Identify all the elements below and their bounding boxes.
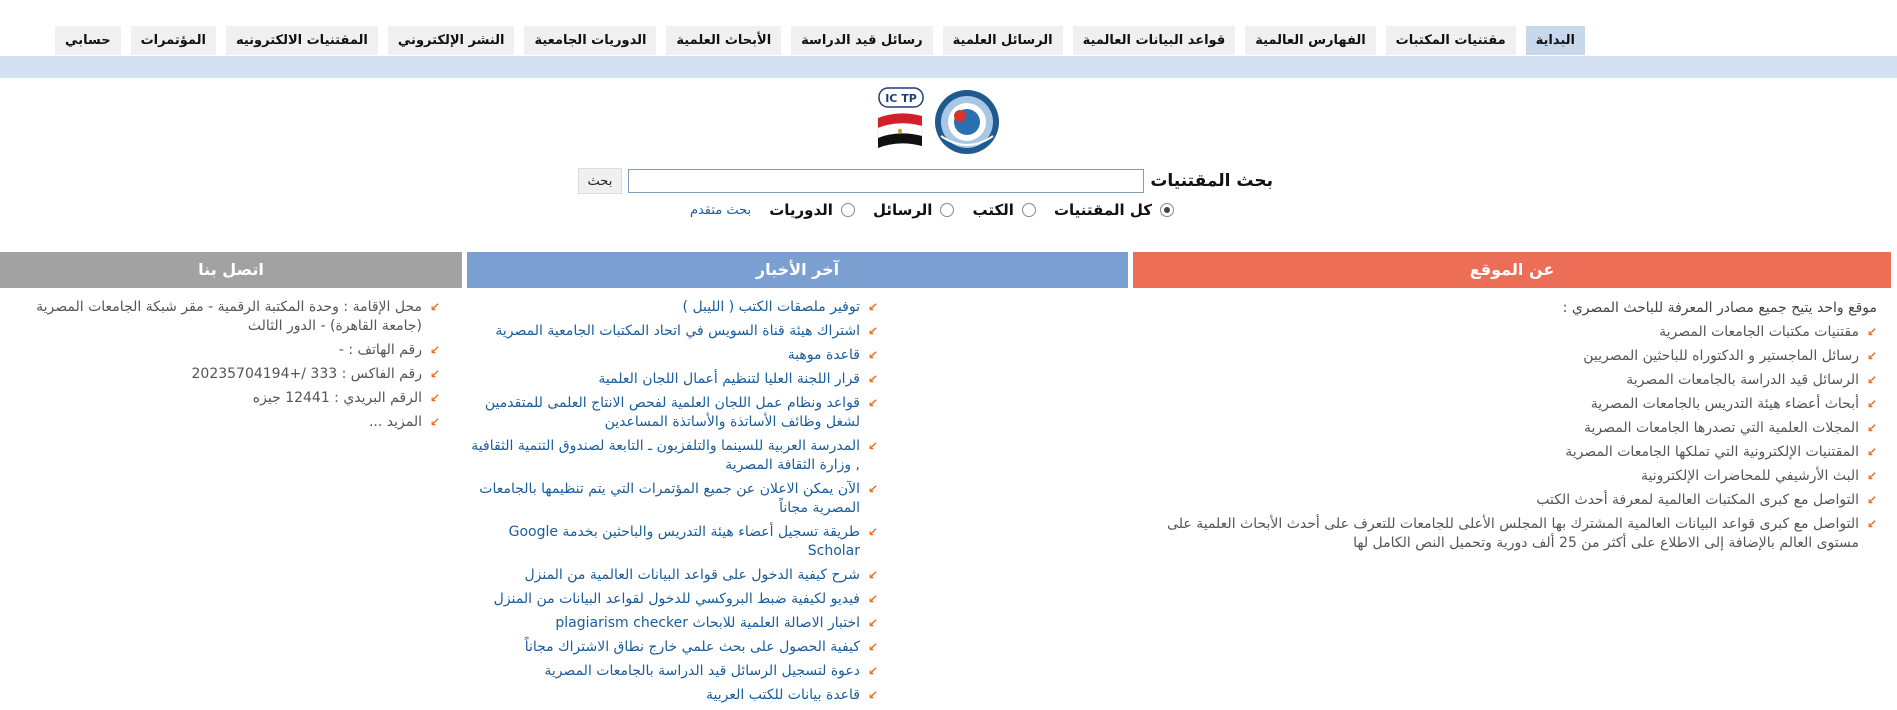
radio-button[interactable] xyxy=(1022,203,1036,217)
news-panel xyxy=(467,252,1128,710)
radio-label: الدوريات xyxy=(769,201,833,219)
list-item: ↙ البث الأرشيفي للمحاضرات الإلكترونية xyxy=(1640,468,1877,484)
radio-label: كل المقتنيات xyxy=(1053,201,1152,219)
news-link[interactable]: ↙ قرار اللجنة العليا لتنظيم أعمال اللجان العلمية xyxy=(598,371,878,387)
radio-button[interactable] xyxy=(1160,203,1174,217)
tab-e-publishing[interactable]: النشر الإلكتروني xyxy=(388,26,515,55)
contact-fax: ↙ رقم الفاكس : 333 /+20235704194 xyxy=(191,366,440,382)
list-item: ↙ التواصل مع كبرى المكتبات العالمية لمعرفة أحدث الكتب xyxy=(1536,492,1877,508)
main-nav xyxy=(55,26,1585,55)
arrow-bullet-icon: ↙ xyxy=(867,396,878,410)
radio-label: الكتب xyxy=(972,201,1014,219)
arrow-bullet-icon: ↙ xyxy=(867,640,878,654)
list-item: ↙ المقتنيات الإلكترونية التي تملكها الجامعات المصرية xyxy=(1565,444,1877,460)
arrow-bullet-icon: ↙ xyxy=(429,343,440,357)
news-link[interactable]: ↙ طريقة تسجيل أعضاء هيئة التدريس والباحثين بخدمة Google Scholar xyxy=(508,524,878,559)
arrow-bullet-icon: ↙ xyxy=(429,300,440,314)
arrow-bullet-icon: ↙ xyxy=(867,324,878,338)
news-link[interactable]: ↙ قواعد ونظام عمل اللجان العلمية لفحص الانتاج العلمى للمتقدمين لشغل وظائف الأساتذة والأساتذة المساعدين xyxy=(484,395,878,430)
nav-strip xyxy=(0,56,1897,78)
arrow-bullet-icon: ↙ xyxy=(429,391,440,405)
contact-panel-title: اتصل بنا xyxy=(0,252,462,288)
arrow-bullet-icon: ↙ xyxy=(867,568,878,582)
news-link[interactable]: ↙ شرح كيفية الدخول على قواعد البيانات العالمية من المنزل xyxy=(524,567,878,583)
arrow-bullet-icon: ↙ xyxy=(429,415,440,429)
list-item: ↙ مقتنيات مكتبات الجامعات المصرية xyxy=(1659,324,1877,340)
radio-button[interactable] xyxy=(940,203,954,217)
tab-global-catalogs[interactable]: الفهارس العالمية xyxy=(1245,26,1375,55)
arrow-bullet-icon: ↙ xyxy=(867,439,878,453)
list-item: ↙ المجلات العلمية التي تصدرها الجامعات المصرية xyxy=(1584,420,1877,436)
ictp-badge-icon xyxy=(879,88,923,107)
contact-panel xyxy=(0,252,462,437)
news-link[interactable]: ↙ قاعدة موهبة xyxy=(787,347,878,363)
arrow-bullet-icon: ↙ xyxy=(867,688,878,702)
about-panel-title: عن الموقع xyxy=(1133,252,1891,288)
contact-postal-code: ↙ الرقم البريدي : 12441 جيزه xyxy=(252,390,440,406)
radio-all-holdings[interactable] xyxy=(1054,201,1174,219)
search-input[interactable] xyxy=(628,169,1144,193)
arrow-bullet-icon: ↙ xyxy=(867,348,878,362)
tab-library-holdings[interactable]: مقتنيات المكتبات xyxy=(1386,26,1516,55)
arrow-bullet-icon: ↙ xyxy=(1866,421,1877,435)
arrow-bullet-icon: ↙ xyxy=(1866,325,1877,339)
tab-theses-in-progress[interactable]: رسائل قيد الدراسة xyxy=(791,26,932,55)
arrow-bullet-icon: ↙ xyxy=(429,367,440,381)
search-row xyxy=(578,168,1273,194)
news-panel-title: آخر الأخبار xyxy=(467,252,1128,288)
arrow-bullet-icon: ↙ xyxy=(1866,469,1877,483)
radio-periodicals[interactable] xyxy=(769,201,855,219)
arrow-bullet-icon: ↙ xyxy=(867,525,878,539)
search-label: بحث المقتنيات xyxy=(1150,171,1273,191)
arrow-bullet-icon: ↙ xyxy=(1866,445,1877,459)
news-link[interactable]: ↙ توفير ملصقات الكتب ( الليبل ) xyxy=(682,299,878,315)
list-item: ↙ الرسائل قيد الدراسة بالجامعات المصرية xyxy=(1626,372,1877,388)
radio-label: الرسائل xyxy=(872,201,933,219)
about-intro: موقع واحد يتيح جميع مصادر المعرفة للباحث المصري : xyxy=(1562,300,1877,316)
news-link[interactable]: ↙ قاعدة بيانات للكتب العربية xyxy=(706,687,878,703)
news-link[interactable]: ↙ المدرسة العربية للسينما والتلفزيون ـ التابعة لصندوق التنمية الثقافية , وزارة الثقافة المصرية xyxy=(471,438,878,473)
tab-global-databases[interactable]: قواعد البيانات العالمية xyxy=(1073,26,1236,55)
radio-books[interactable] xyxy=(972,201,1036,219)
egypt-flag-icon xyxy=(878,113,922,148)
arrow-bullet-icon: ↙ xyxy=(867,616,878,630)
tab-home[interactable]: البداية xyxy=(1526,26,1585,55)
tab-research[interactable]: الأبحاث العلمية xyxy=(666,26,781,55)
arrow-bullet-icon: ↙ xyxy=(1866,349,1877,363)
tab-my-account[interactable]: حسابي xyxy=(55,26,121,55)
contact-address: ↙ محل الإقامة : وحدة المكتبة الرقمية - مقر شبكة الجامعات المصرية (جامعة القاهرة) - الدور الثالث xyxy=(36,299,440,334)
radio-theses[interactable] xyxy=(873,201,955,219)
site-logo[interactable] xyxy=(876,86,1006,162)
search-button[interactable]: بحث xyxy=(578,168,623,194)
arrow-bullet-icon: ↙ xyxy=(1866,493,1877,507)
list-item: ↙ التواصل مع كبرى قواعد البيانات العالمية المشترك بها المجلس الأعلى للجامعات للتعرف على أحدث الأبحاث العلمية على مستوى العالم بالإضافة إلى الاطلاع على أكثر من 25 ألف دورية وتحميل النص الكامل لها xyxy=(1167,516,1877,551)
arrow-bullet-icon: ↙ xyxy=(867,482,878,496)
news-link[interactable]: ↙ الآن يمكن الاعلان عن جميع المؤتمرات التي يتم تنظيمها بالجامعات المصرية مجاناً xyxy=(479,481,878,516)
list-item: ↙ رسائل الماجستير و الدكتوراه للباحثين المصريين xyxy=(1583,348,1877,364)
logo-text: IC TP xyxy=(885,92,917,105)
arrow-bullet-icon: ↙ xyxy=(1866,517,1877,531)
arrow-bullet-icon: ↙ xyxy=(867,592,878,606)
tab-e-holdings[interactable]: المقتنيات الالكترونيه xyxy=(226,26,378,55)
arrow-bullet-icon: ↙ xyxy=(1866,397,1877,411)
list-item: ↙ أبحاث أعضاء هيئة التدريس بالجامعات المصرية xyxy=(1590,396,1877,412)
tab-conferences[interactable]: المؤتمرات xyxy=(131,26,216,55)
news-link[interactable]: ↙ فيديو لكيفية ضبط البروكسي للدخول لقواعد البيانات من المنزل xyxy=(493,591,878,607)
tab-theses[interactable]: الرسائل العلمية xyxy=(943,26,1063,55)
search-scope-options xyxy=(690,201,1174,219)
contact-more-link[interactable]: ↙ المزيد ... xyxy=(368,414,440,430)
contact-phone: ↙ رقم الهاتف : - xyxy=(338,342,440,358)
tab-university-journals[interactable]: الدوريات الجامعية xyxy=(524,26,656,55)
network-seal-icon xyxy=(935,90,999,154)
advanced-search-link[interactable]: بحث متقدم xyxy=(689,202,752,218)
radio-button[interactable] xyxy=(841,203,855,217)
news-link[interactable]: ↙ اختبار الاصالة العلمية للابحاث plagiarism checker xyxy=(555,615,878,631)
arrow-bullet-icon: ↙ xyxy=(867,300,878,314)
news-link[interactable]: ↙ كيفية الحصول على بحث علمي خارج نطاق الاشتراك مجاناً xyxy=(524,639,878,655)
arrow-bullet-icon: ↙ xyxy=(867,372,878,386)
arrow-bullet-icon: ↙ xyxy=(867,664,878,678)
news-link[interactable]: ↙ اشتراك هيئة قناة السويس في اتحاد المكتبات الجامعية المصرية xyxy=(495,323,878,339)
arrow-bullet-icon: ↙ xyxy=(1866,373,1877,387)
about-panel xyxy=(1133,252,1891,558)
news-link[interactable]: ↙ دعوة لتسجيل الرسائل قيد الدراسة بالجامعات المصرية xyxy=(544,663,878,679)
